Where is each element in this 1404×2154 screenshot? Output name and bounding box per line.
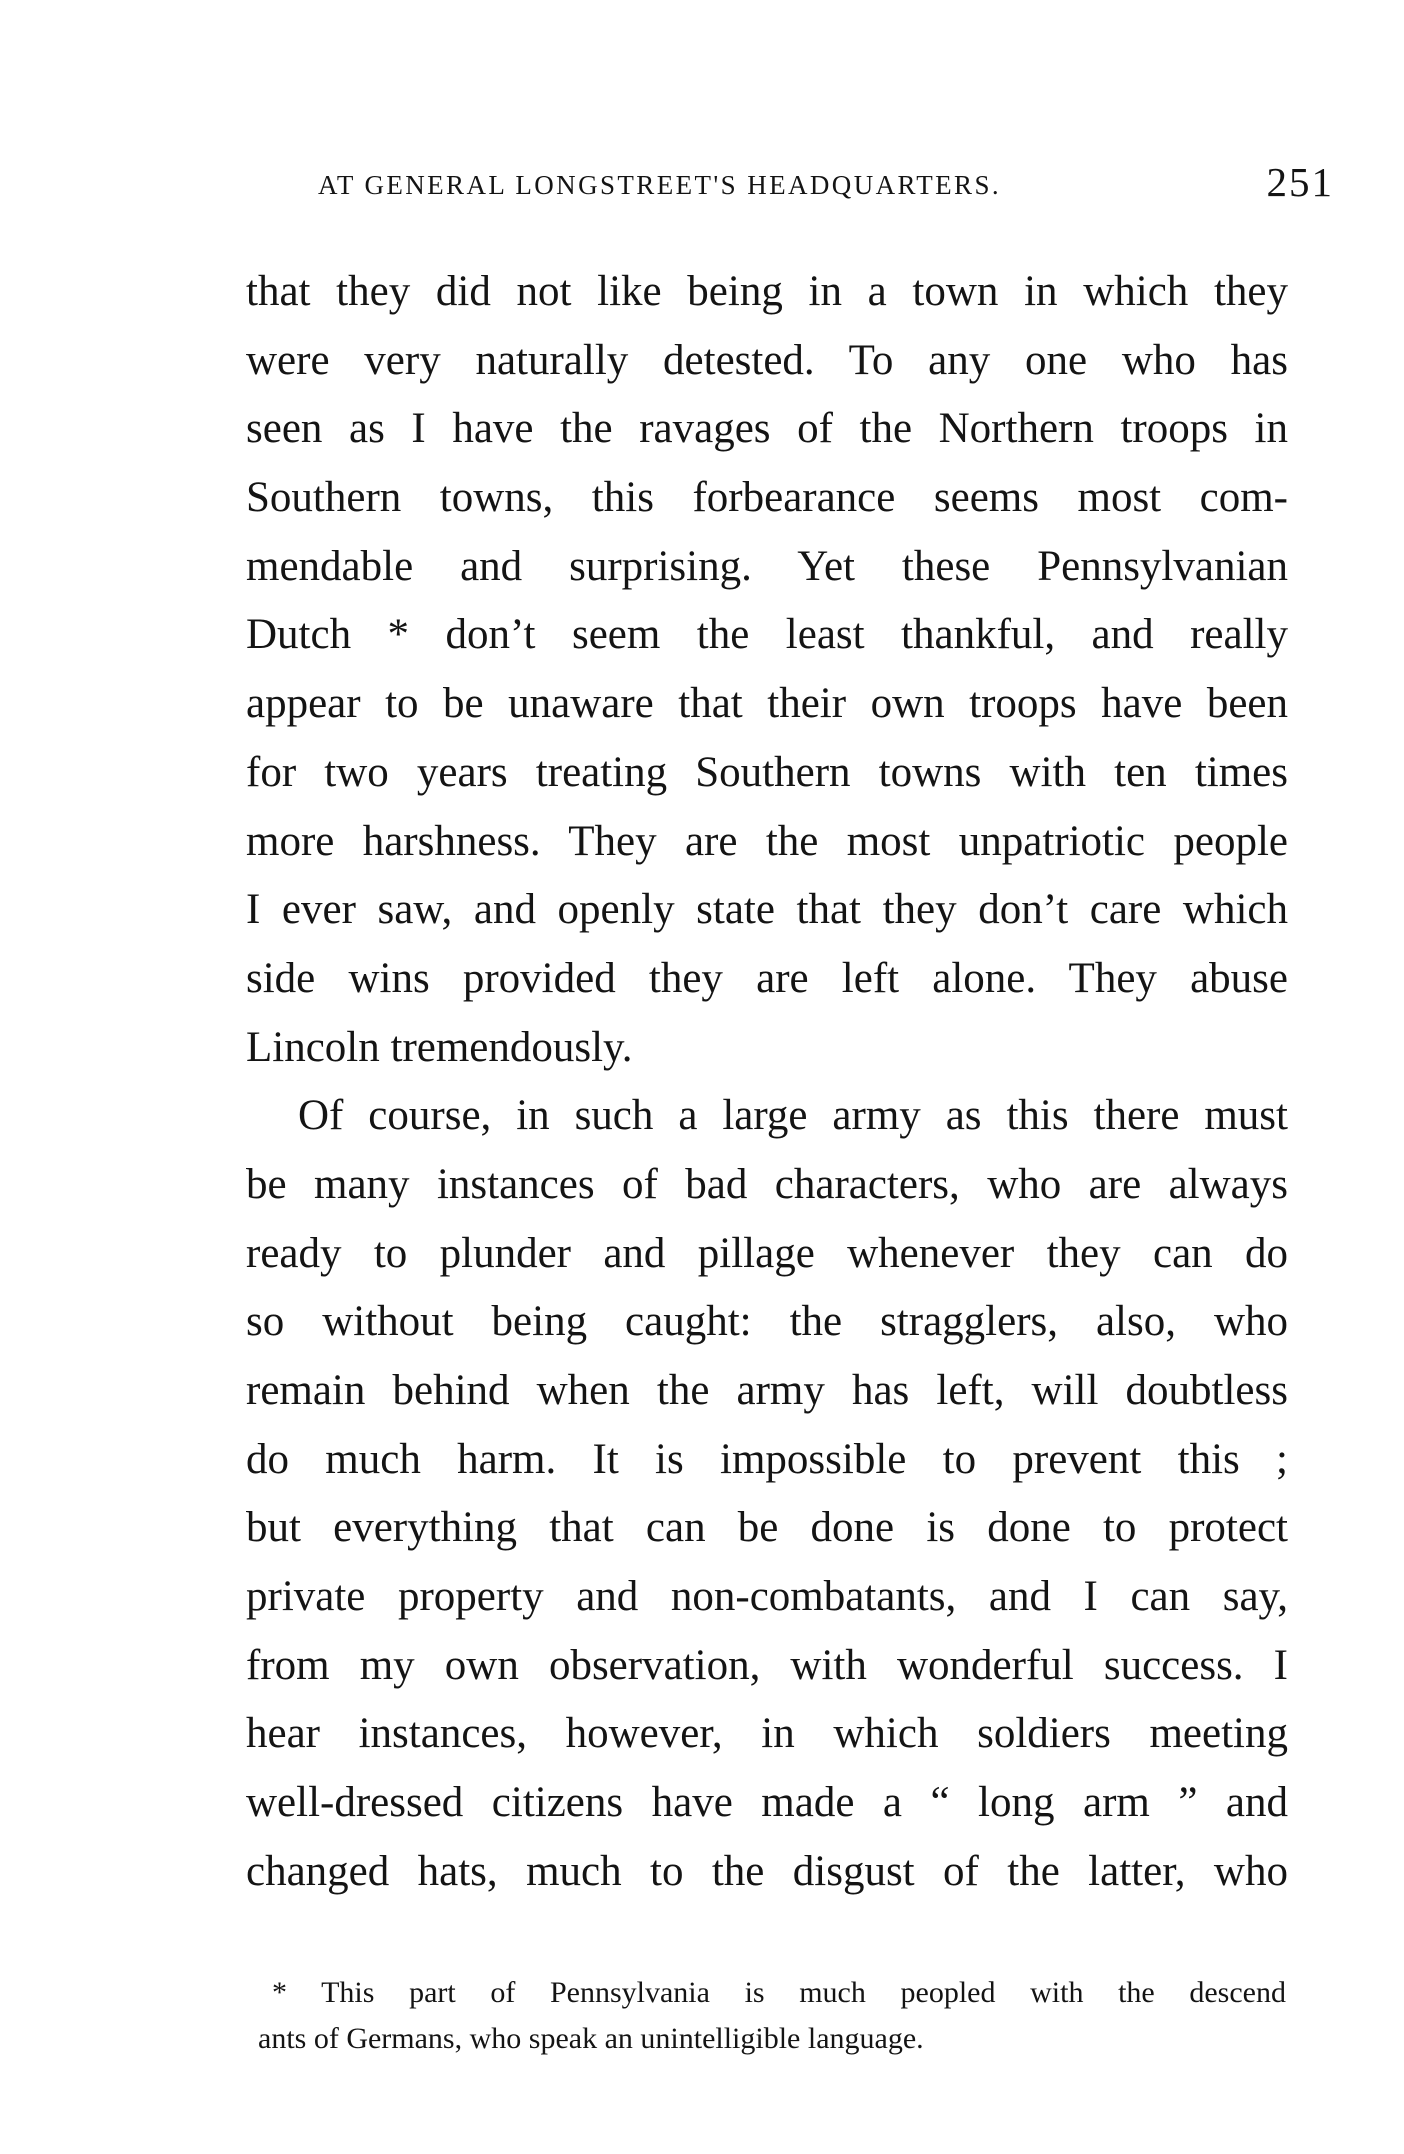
paragraph-2 [246,1082,1288,1906]
text-line: I ever saw, and openly state that they don’t care which [246,886,1288,934]
text-line: Of course, in such a large army as this there must [298,1092,1288,1140]
text-line: Lincoln tremendously. [246,1023,633,1071]
page-number: 251 [1266,159,1334,205]
text-line: appear to be unaware that their own troops have been [246,680,1288,728]
footnote-line: * This part of Pennsylvania is much peopled with the descend [272,1976,1286,2009]
text-line: changed hats, much to the disgust of the latter, who [246,1847,1288,1895]
text-line: more harshness. They are the most unpatriotic people [246,817,1288,865]
footnote [258,1970,1286,2062]
body-text [246,258,1288,1907]
text-line: Dutch * don’t seem the least thankful, and really [246,611,1288,659]
text-line: be many instances of bad characters, who are always [246,1160,1288,1208]
text-line: well-dressed citizens have made a “ long arm ” and [246,1779,1288,1827]
running-head [318,158,1334,208]
footnote-line: ants of Germans, who speak an unintelligible language. [258,2022,924,2055]
text-line: remain behind when the army has left, will doubtless [246,1367,1288,1414]
text-line: were very naturally detested. To any one who has [246,336,1288,384]
running-title: AT GENERAL LONGSTREET'S HEADQUARTERS. [318,170,1002,200]
text-line: side wins provided they are left alone. They abuse [246,954,1288,1002]
text-line: from my own observation, with wonderful success. I [246,1641,1288,1689]
text-line: but everything that can be done is done to protect [246,1504,1288,1552]
text-line: for two years treating Southern towns with ten times [246,748,1288,796]
text-line: private property and non-combatants, and I can say, [246,1573,1288,1621]
paragraph-1 [246,258,1288,1082]
text-line: seen as I have the ravages of the Northern troops in [246,405,1288,453]
text-line: that they did not like being in a town in which they [246,268,1288,315]
text-line: so without being caught: the stragglers, also, who [246,1298,1288,1346]
text-line: ready to plunder and pillage whenever they can do [246,1229,1288,1277]
text-line: Southern towns, this forbearance seems most com- [246,474,1288,522]
text-line: hear instances, however, in which soldiers meeting [246,1710,1288,1758]
text-line: mendable and surprising. Yet these Pennsylvanian [246,542,1288,590]
text-line: do much harm. It is impossible to prevent this ; [246,1435,1288,1483]
